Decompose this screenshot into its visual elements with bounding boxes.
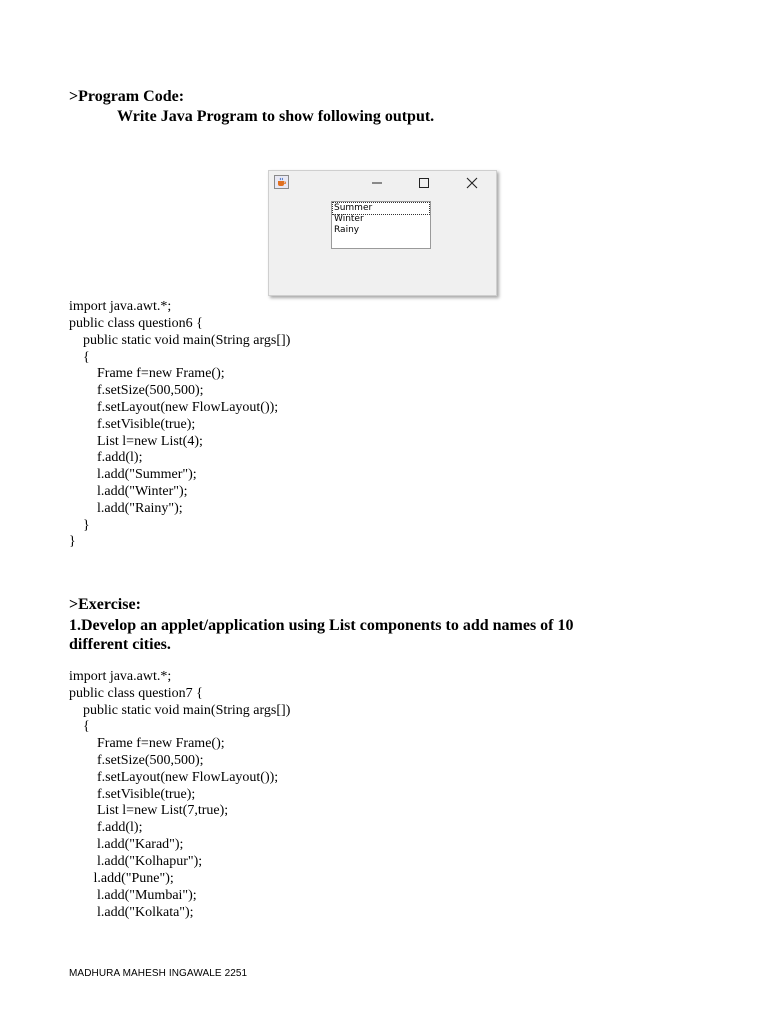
- code-line: }: [69, 534, 76, 549]
- code-line: List l=new List(7,true);: [69, 803, 229, 818]
- code-line: Frame f=new Frame();: [69, 366, 225, 381]
- code-line: f.add(l);: [69, 450, 143, 465]
- code-line: f.setVisible(true);: [69, 417, 196, 432]
- code-line: l.add("Mumbai");: [69, 888, 197, 903]
- java-cup-icon: [274, 175, 289, 189]
- code-line: l.add("Kolhapur");: [69, 854, 203, 869]
- season-list[interactable]: [331, 201, 431, 249]
- code-line: l.add("Kolkata");: [69, 905, 194, 920]
- window-title-bar: [269, 171, 496, 195]
- exercise-question-line1: 1.Develop an applet/application using List components to add names of 10: [69, 617, 574, 634]
- exercise-question-line2: different cities.: [69, 636, 171, 653]
- code-line: f.setSize(500,500);: [69, 753, 204, 768]
- code-line: import java.awt.*;: [69, 299, 172, 314]
- program-code-heading: >Program Code:: [69, 88, 185, 105]
- code-line: l.add("Summer");: [69, 467, 197, 482]
- code-line: public class question6 {: [69, 316, 203, 331]
- code-line: {: [69, 350, 90, 365]
- code-line: {: [69, 719, 90, 734]
- code-line: f.setLayout(new FlowLayout());: [69, 770, 279, 785]
- code-line: import java.awt.*;: [69, 669, 172, 684]
- code-line: Frame f=new Frame();: [69, 736, 225, 751]
- code-line: f.setSize(500,500);: [69, 383, 204, 398]
- window-content: [269, 195, 496, 295]
- code-line: l.add("Pune");: [69, 871, 174, 886]
- exercise-heading: >Exercise:: [69, 596, 141, 613]
- list-item[interactable]: Summer: [333, 203, 429, 214]
- page-footer: MADHURA MAHESH INGAWALE 2251: [69, 968, 248, 979]
- code-line: l.add("Winter");: [69, 484, 188, 499]
- code-line: List l=new List(4);: [69, 434, 203, 449]
- code-line: l.add("Karad");: [69, 837, 184, 852]
- maximize-icon[interactable]: [409, 173, 439, 193]
- code-line: f.add(l);: [69, 820, 143, 835]
- code-line: }: [69, 518, 90, 533]
- code-line: f.setLayout(new FlowLayout());: [69, 400, 279, 415]
- code-line: l.add("Rainy");: [69, 501, 183, 516]
- code-line: f.setVisible(true);: [69, 787, 196, 802]
- program-code-subheading: Write Java Program to show following output.: [117, 108, 435, 125]
- list-item[interactable]: Winter: [334, 214, 364, 224]
- code-line: public static void main(String args[]): [69, 703, 291, 718]
- output-window-screenshot: [268, 170, 497, 296]
- code-line: public static void main(String args[]): [69, 333, 291, 348]
- list-item[interactable]: Rainy: [334, 225, 360, 235]
- close-icon[interactable]: [458, 173, 488, 193]
- minimize-icon[interactable]: [362, 173, 392, 193]
- code-line: public class question7 {: [69, 686, 203, 701]
